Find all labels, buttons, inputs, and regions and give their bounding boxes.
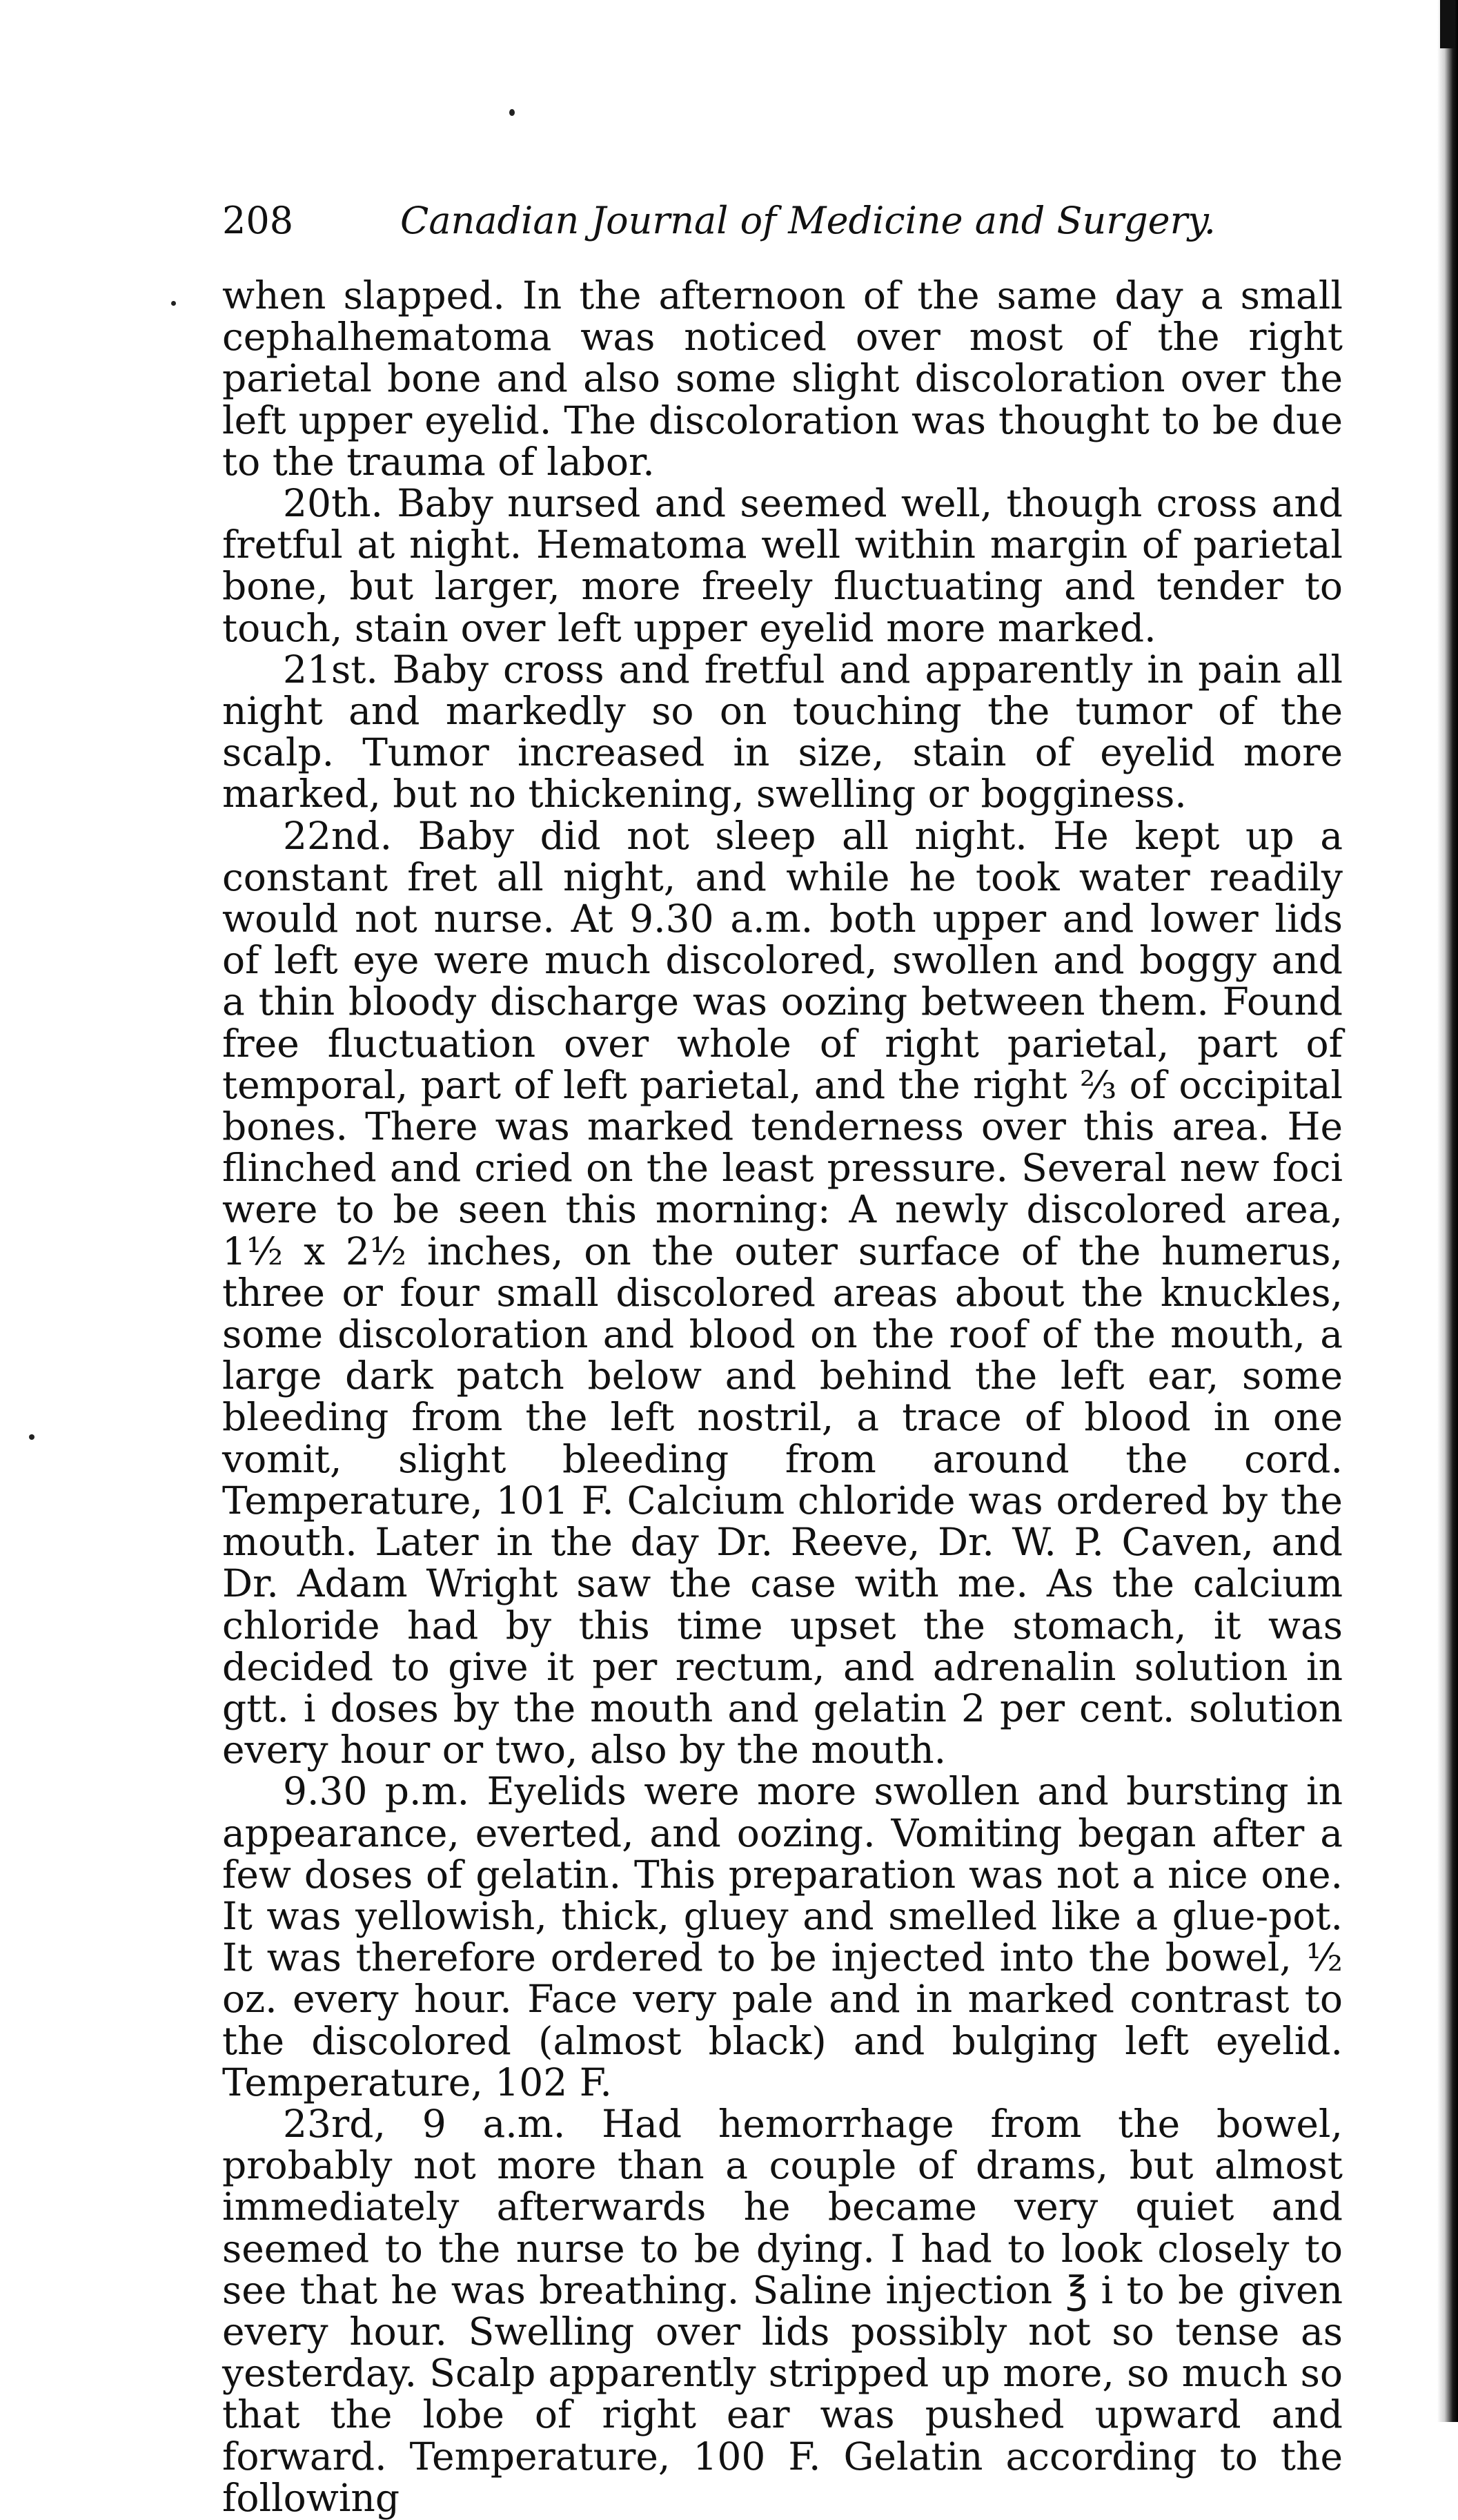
running-title: Canadian Journal of Medicine and Surgery. — [400, 199, 1216, 242]
paragraph-22nd: 22nd. Baby did not sleep all night. He kept up a constant fret all night, and while he took water readily would not nurse. At 9.30 a.m. both upper and lower lids of left eye were much discolored, swollen and boggy and a thin bloody discharge was oozing between them. Found free fluctuation over whole of right parietal, part of temporal, part of left parietal, and the right ⅔ of occipital bones. There was marked tenderness over this area. He flinched and cried on the least pressure. Several new foci were to be seen this morning: A newly discolored area, 1½ x 2½ inches, on the outer surface of the humerus, three or four small discolored areas about the knuckles, some discoloration and blood on the roof of the mouth, a large dark patch below and behind the left ear, some bleeding from the left nostril, a trace of blood in one vomit, slight bleeding from around the cord. Temperature, 101 F. Calcium chloride was ordered by the mouth. Later in the day Dr. Reeve, Dr. W. P. Caven, and Dr. Adam Wright saw the case with me. As the calcium chloride had by this time upset the stomach, it was decided to give it per rectum, and adrenalin solution in gtt. i doses by the mouth and gelatin 2 per cent. solution every hour or two, also by the mouth. — [222, 813, 1343, 1772]
corner-mark — [1440, 0, 1454, 48]
stray-mark-top — [509, 109, 515, 116]
page-number: 208 — [222, 199, 294, 242]
paragraph-23rd: 23rd, 9 a.m. Had hemorrhage from the bowel, probably not more than a couple of drams, but almost immediately afterwards he became very quiet and seemed to the nurse to be dying. I had to look closely to see that he was breathing. Saline injection ℥ i to be given every hour. Swelling over lids possibly not so tense as yesterday. Scalp apparently stripped up more, so much so that the lobe of right ear was pushed upward and forward. Temperature, 100 F. Gelatin according to the following — [222, 2101, 1343, 2520]
paragraph-20th: 20th. Baby nursed and seemed well, though cross and fretful at night. Hematoma well within margin of parietal bone, but larger, more freely fluctuating and tender to touch, stain over left upper eyelid more marked. — [222, 481, 1343, 650]
paragraph-930pm: 9.30 p.m. Eyelids were more swollen and bursting in appearance, everted, and oozing. Vomiting began after a few doses of gelatin. This preparation was not a nice one. It was yellowish, thick, gluey and smelled like a glue-pot. It was therefore ordered to be injected into the bowel, ½ oz. every hour. Face very pale and in marked contrast to the discolored (almost black) and bulging left eyelid. Temperature, 102 F. — [222, 1769, 1343, 2104]
paragraph-21st: 21st. Baby cross and fretful and apparently in pain all night and markedly so on touching the tumor of the scalp. Tumor increased in size, stain of eyelid more marked, but no thickening, swelling or bogginess. — [222, 647, 1343, 817]
stray-mark-left-1 — [171, 301, 176, 306]
binding-edge-shadow — [1437, 0, 1458, 2422]
paragraph-continuation: when slapped. In the afternoon of the same day a small cephalhematoma was noticed over most of the right parietal bone and also some slight discoloration over the left upper eyelid. The discoloration was thought to be due to the trauma of labor. — [222, 273, 1343, 484]
body-text — [222, 275, 1343, 2519]
page-header — [222, 193, 1216, 248]
stray-mark-left-2 — [29, 1434, 35, 1440]
